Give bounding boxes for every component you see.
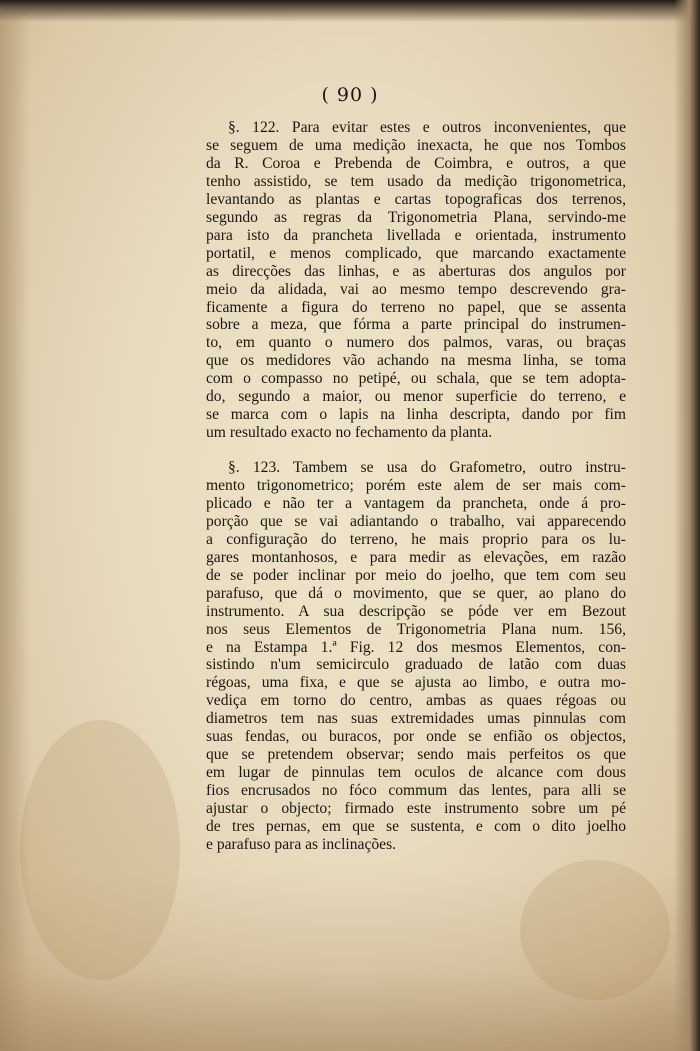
text-line: suas fendas, ou buracos, por onde se enfião os objectos,	[206, 728, 626, 746]
text-line: gares montanhosos, e para medir as elevações, em razão	[206, 548, 626, 566]
text-line: to, em quanto o numero dos palmos, varas, ou braças	[206, 334, 626, 352]
text-line: fios encrusados no fóco commum das lentes, para alli se	[206, 782, 626, 800]
text-line: um resultado exacto no fechamento da planta.	[206, 424, 493, 442]
text-line: do, segundo a maior, ou menor superficie do terreno, e	[206, 388, 626, 406]
text-line: tenho assistido, se tem usado da medição trigonometrica,	[206, 172, 626, 190]
text-line: de tres pernas, em que se sustenta, e com o dito joelho	[206, 818, 626, 836]
text-line: que se pretendem observar; sendo mais perfeitos os que	[206, 746, 626, 764]
text-line: para isto da prancheta livellada e orientada, instrumento	[206, 226, 626, 244]
page-number: ( 90 )	[321, 84, 379, 106]
paragraph-123	[206, 459, 626, 854]
text-line: régoas, uma fixa, e que se ajusta ao limbo, e outra mo-	[206, 674, 626, 692]
text-line: a configuração do terreno, he mais proprio para os lu-	[206, 530, 626, 548]
text-line: que os medidores vão achando na mesma linha, se toma	[206, 352, 626, 370]
text-line: e parafuso para as inclinações.	[206, 836, 397, 854]
text-line: ficamente a figura do terreno no papel, que se assenta	[206, 298, 626, 316]
text-line: com o compasso no petipé, ou schala, que se tem adopta-	[206, 370, 626, 388]
text-line: meio da alidada, vai ao mesmo tempo descrevendo gra-	[206, 280, 626, 298]
text-line: se seguem de uma medição inexacta, he que nos Tombos	[206, 136, 626, 154]
text-line: de se poder inclinar por meio do joelho, que tem com seu	[206, 566, 626, 584]
text-line: §. 122. Para evitar estes e outros inconvenientes, que	[228, 119, 626, 136]
paper-stain	[20, 720, 180, 980]
text-line: §. 123. Tambem se usa do Grafometro, outro instru-	[228, 459, 626, 476]
text-line: e na Estampa 1.ª Fig. 12 dos mesmos Elementos, con-	[206, 638, 626, 656]
text-line: as direcções das linhas, e as aberturas dos angulos por	[206, 262, 626, 280]
paper-stain	[520, 860, 670, 1000]
text-line: em lugar de pinnulas tem oculos de alcance com dous	[206, 764, 626, 782]
text-line: nos seus Elementos de Trigonometria Plana num. 156,	[206, 620, 626, 638]
text-line: segundo as regras da Trigonometria Plana, servindo-me	[206, 208, 626, 226]
text-line: sistindo n'um semicirculo graduado de latão com duas	[206, 656, 626, 674]
page-right-edge	[674, 0, 700, 1051]
text-line: ajustar o objecto; firmado este instrumento sobre um pé	[206, 800, 626, 818]
text-line: parafuso, que dá o movimento, que se quer, ao plano do	[206, 584, 626, 602]
text-line: instrumento. A sua descripção se póde ver em Bezout	[206, 602, 626, 620]
text-line: levantando as plantas e cartas topograficas dos terrenos,	[206, 190, 626, 208]
text-line: plicado e não ter a vantagem da prancheta, onde á pro-	[206, 494, 626, 512]
text-line: se marca com o lapis na linha descripta, dando por fim	[206, 406, 626, 424]
text-line: porção que se vai adiantando o trabalho, vai apparecendo	[206, 512, 626, 530]
text-line: mento trigonometrico; porém este alem de ser mais com-	[206, 476, 626, 494]
text-line: da R. Coroa e Prebenda de Coimbra, e outros, a que	[206, 154, 626, 172]
page-top-edge	[0, 0, 700, 22]
text-line: vediça em torno do centro, ambas as quaes régoas ou	[206, 692, 626, 710]
text-line: portatil, e menos complicado, que marcando exactamente	[206, 244, 626, 262]
text-line: sobre a meza, que fórma a parte principal do instrumen-	[206, 316, 626, 334]
text-line: diametros tem nas suas extremidades umas pinnulas com	[206, 710, 626, 728]
paragraph-122	[206, 119, 626, 442]
